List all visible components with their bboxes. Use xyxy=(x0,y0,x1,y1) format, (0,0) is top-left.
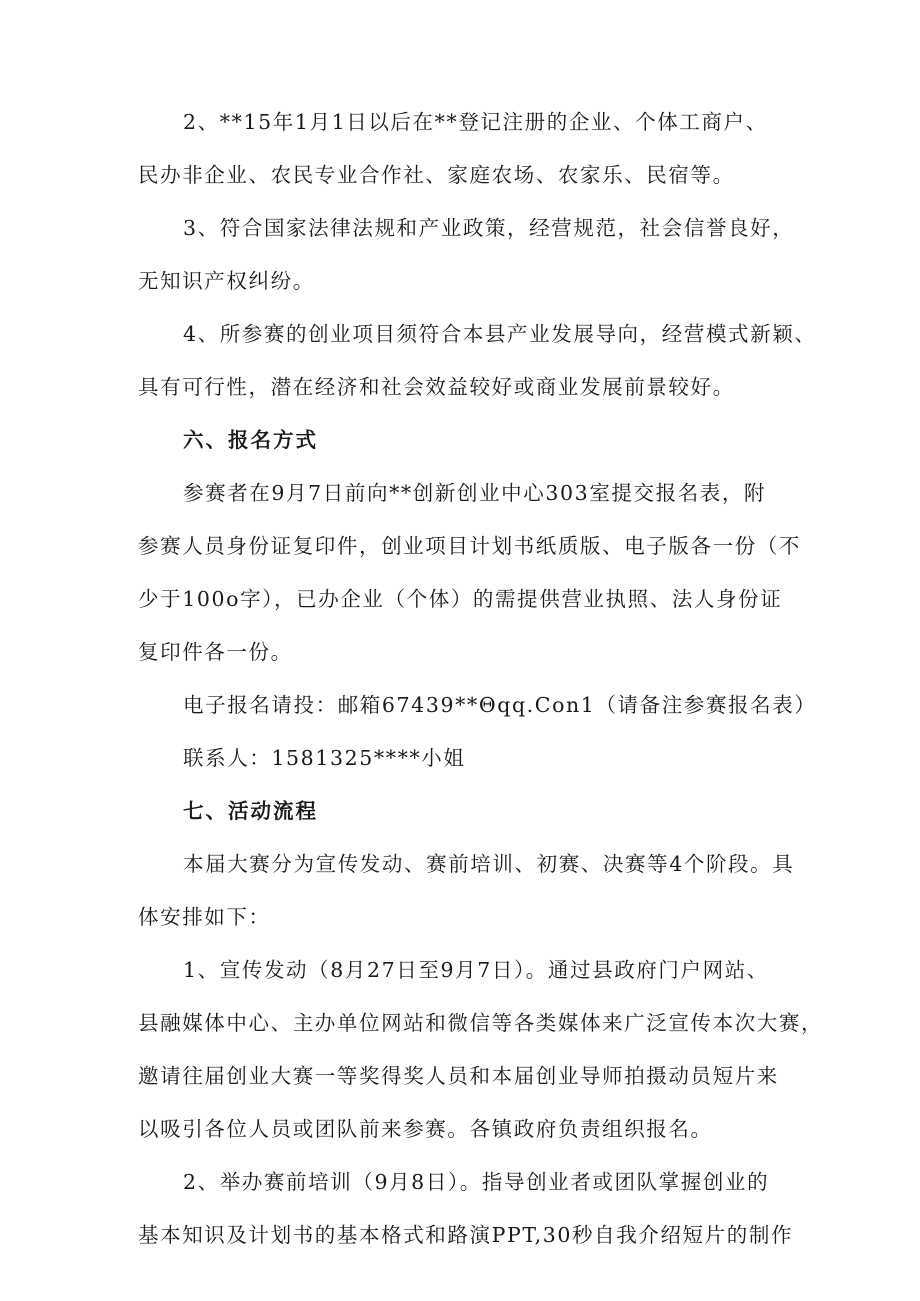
section-7-heading xyxy=(138,785,798,838)
text-line: 邀请往届创业大赛一等奖得奖人员和本届创业导师拍摄动员短片来 xyxy=(138,1064,779,1088)
document-page xyxy=(138,96,824,1262)
text-line: 七、活动流程 xyxy=(183,799,318,823)
text-line: 参赛人员身份证复印件，创业项目计划书纸质版、电子版各一份（不 xyxy=(138,534,801,558)
stage-2-training xyxy=(138,1156,798,1262)
text-line: 复印件各一份。 xyxy=(138,640,293,664)
text-line: 以吸引各位人员或团队前来参赛。各镇政府负责组织报名。 xyxy=(138,1117,713,1141)
contact-person xyxy=(138,732,798,785)
stages-overview xyxy=(138,838,798,944)
text-line: 1、宣传发动（8月27日至9月7日）。通过县政府门户网站、 xyxy=(183,958,769,982)
email-registration xyxy=(138,679,817,732)
item-4-project-requirements xyxy=(138,308,817,414)
text-line: 县融媒体中心、主办单位网站和微信等各类媒体来广泛宣传本次大赛， xyxy=(138,1011,824,1035)
text-line: 少于100o字），已办企业（个体）的需提供营业执照、法人身份证 xyxy=(138,587,783,611)
text-line: 民办非企业、农民专业合作社、家庭农场、农家乐、民宿等。 xyxy=(138,163,735,187)
text-line: 3、符合国家法律法规和产业政策，经营规范，社会信誉良好， xyxy=(183,216,795,240)
stage-1-publicity xyxy=(138,944,824,1156)
text-line: 4、所参赛的创业项目须符合本县产业发展导向，经营模式新颖、 xyxy=(183,322,817,346)
section-6-heading xyxy=(138,414,798,467)
text-line: 电子报名请投：邮箱67439**Θqq.Con1（请备注参赛报名表） xyxy=(183,693,817,717)
text-line: 无知识产权纠纷。 xyxy=(138,269,315,293)
text-line: 体安排如下： xyxy=(138,905,271,929)
text-line: 联系人：1581325****小姐 xyxy=(183,746,466,770)
text-line: 2、**15年1月1日以后在**登记注册的企业、个体工商户、 xyxy=(183,110,768,134)
text-line: 具有可行性，潜在经济和社会效益较好或商业发展前景较好。 xyxy=(138,375,735,399)
registration-instructions xyxy=(138,467,801,679)
item-2-eligible-entities xyxy=(138,96,798,202)
item-3-compliance xyxy=(138,202,798,308)
text-line: 基本知识及计划书的基本格式和路演PPT,30秒自我介绍短片的制作 xyxy=(138,1223,794,1247)
text-line: 2、举办赛前培训（9月8日）。指导创业者或团队掌握创业的 xyxy=(183,1170,770,1194)
document-body xyxy=(138,96,824,1262)
text-line: 六、报名方式 xyxy=(183,428,318,452)
text-line: 本届大赛分为宣传发动、赛前培训、初赛、决赛等4个阶段。具 xyxy=(183,852,795,876)
text-line: 参赛者在9月7日前向**创新创业中心303室提交报名表，附 xyxy=(183,481,767,505)
